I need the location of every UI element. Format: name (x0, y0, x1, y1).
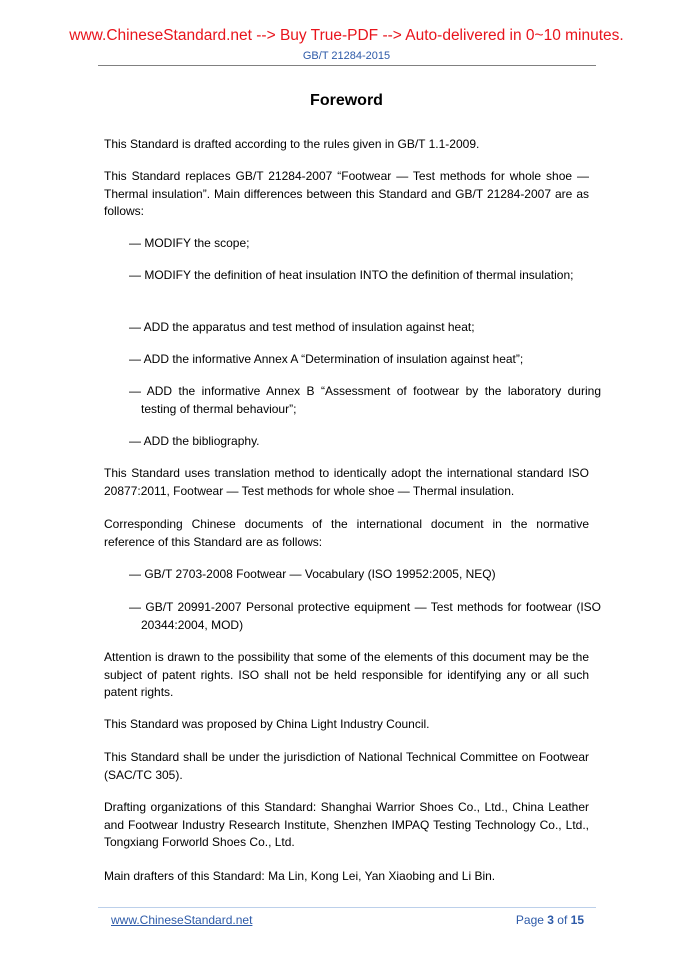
banner-text[interactable]: www.ChineseStandard.net --> Buy True-PDF --> Auto-delivered in 0~10 minutes. (69, 27, 624, 44)
page-prefix: Page (515, 913, 548, 927)
footer-divider (98, 907, 596, 908)
page-of: of (553, 913, 571, 927)
change-item: — ADD the informative Annex A “Determination of insulation against heat”; (129, 352, 524, 366)
paragraph-proposed-by: This Standard was proposed by China Light Industry Council. (104, 717, 430, 731)
change-item: — ADD the bibliography. (129, 434, 260, 448)
page-indicator (516, 913, 584, 927)
change-item: — MODIFY the definition of heat insulation INTO the definition of thermal insulation; (129, 268, 574, 282)
paragraph-drafting-organizations: Drafting organizations of this Standard: Shanghai Warrior Shoes Co., Ltd., China Leather and Footwear Industry Research Institute, Shenzhen IMPAQ Testing Technology Co., Ltd., Tongxiang Forworld Shoes Co., Ltd. (104, 800, 589, 849)
page-total: 15 (570, 913, 584, 927)
paragraph-drafting-rules: This Standard is drafted according to the rules given in GB/T 1.1-2009. (104, 137, 480, 151)
reference-item: — GB/T 20991-2007 Personal protective equipment — Test methods for footwear (ISO 20344:2004, MOD) (129, 600, 601, 632)
change-item: — MODIFY the scope; (129, 236, 250, 250)
standard-code: GB/T 21284-2015 (302, 50, 391, 62)
header-divider (98, 65, 596, 66)
paragraph-replaces: This Standard replaces GB/T 21284-2007 “Footwear — Test methods for whole shoe — Thermal insulation”. Main differences between this Standard and GB/T 21284-2007 are as follows: (104, 169, 589, 218)
paragraph-main-drafters: Main drafters of this Standard: Ma Lin, Kong Lei, Yan Xiaobing and Li Bin. (104, 869, 496, 883)
reference-item: — GB/T 2703-2008 Footwear — Vocabulary (ISO 19952:2005, NEQ) (129, 567, 496, 581)
paragraph-translation-method: This Standard uses translation method to identically adopt the international standard ISO 20877:2011, Footwear — Test methods for whole shoe — Thermal insulation. (104, 466, 589, 498)
paragraph-corresponding-docs: Corresponding Chinese documents of the international document in the normative reference of this Standard are as follows: (104, 517, 589, 549)
paragraph-jurisdiction: This Standard shall be under the jurisdiction of National Technical Committee on Footwear (SAC/TC 305). (104, 750, 589, 782)
page-current: 3 (547, 913, 554, 927)
change-item: — ADD the apparatus and test method of insulation against heat; (129, 320, 475, 334)
footer-site-link[interactable]: www.ChineseStandard.net (111, 913, 253, 927)
change-item: — ADD the informative Annex B “Assessment of footwear by the laboratory during testing of thermal behaviour”; (129, 384, 601, 416)
page-title: Foreword (310, 92, 383, 109)
paragraph-patent-rights: Attention is drawn to the possibility that some of the elements of this document may be the subject of patent rights. ISO shall not be held responsible for identifying any or all such patent rights. (104, 650, 589, 699)
